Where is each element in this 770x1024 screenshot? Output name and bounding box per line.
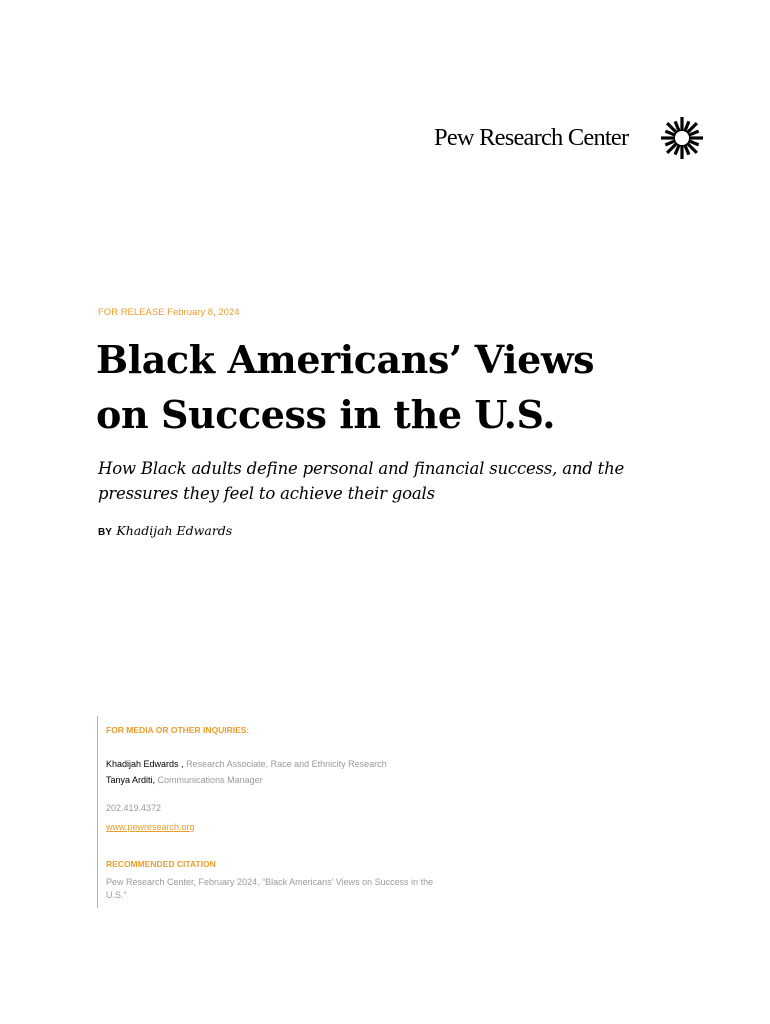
contact-person-1 [106,759,387,769]
title-line-1: Black Americans’ Views [96,337,595,382]
contact-person-2 [106,775,263,785]
subtitle-line-2: pressures they feel to achieve their goals [98,484,435,503]
media-inquiries-heading: FOR MEDIA OR OTHER INQUIRIES: [106,725,250,735]
report-title [96,332,716,442]
contact-name: Tanya Arditi, [106,775,156,785]
contact-role: Communications Manager [157,775,263,785]
byline [98,522,232,540]
website-link[interactable]: www.pewresearch.org [106,822,195,832]
report-subtitle [98,456,718,506]
brand-name: Pew Research Center [434,124,629,151]
sunburst-logo-icon [660,116,704,160]
citation-line-2: U.S.” [106,889,127,900]
subtitle-line-1: How Black adults define personal and financial success, and the [98,459,625,478]
title-line-2: on Success in the U.S. [96,392,556,437]
contact-name: Khadijah Edwards , [106,759,184,769]
contact-phone: 202.419.4372 [106,803,162,813]
author-name: Khadijah Edwards [116,523,233,538]
by-label: BY [98,527,112,538]
release-date: FOR RELEASE February 8, 2024 [98,307,240,318]
contact-role: Research Associate, Race and Ethnicity Research [186,759,387,769]
citation-text [106,876,466,901]
pew-logo [434,116,706,164]
contact-box [97,716,478,908]
citation-line-1: Pew Research Center, February 2024, “Black Americans’ Views on Success in the [106,877,434,887]
citation-heading: RECOMMENDED CITATION [106,859,216,869]
